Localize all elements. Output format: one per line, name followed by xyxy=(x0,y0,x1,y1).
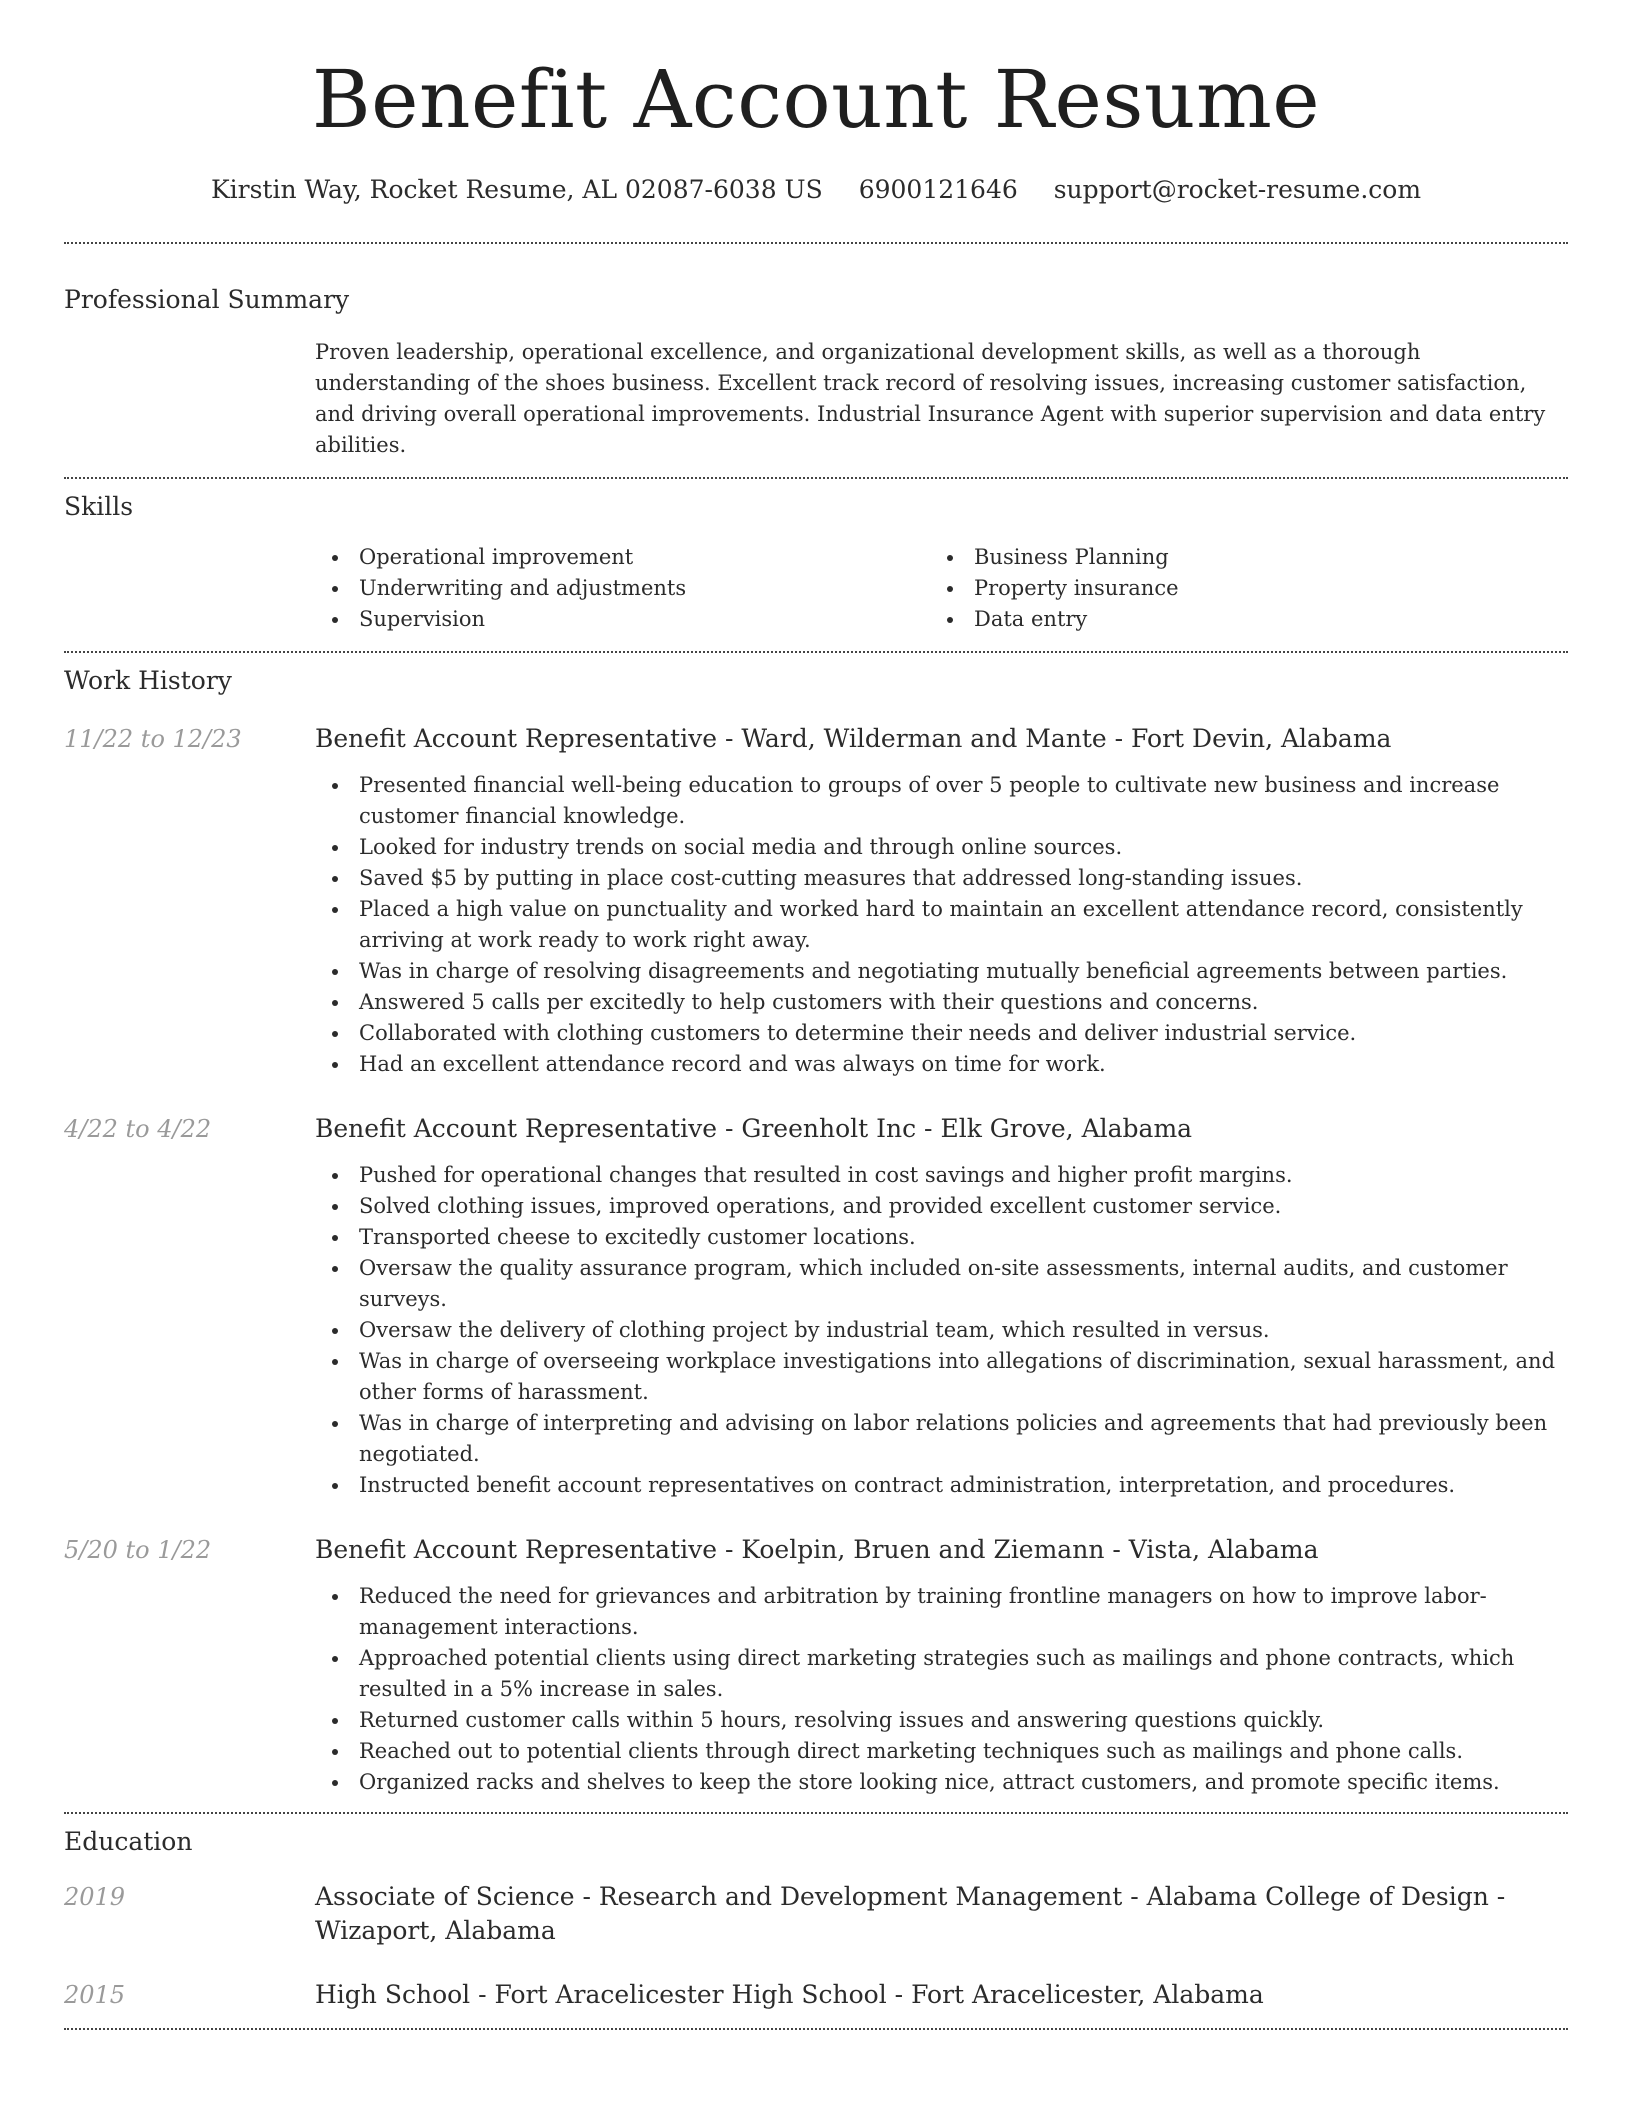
contact-address: Kirstin Way, Rocket Resume, AL 02087-6038 US xyxy=(210,175,823,204)
education-body xyxy=(315,1978,1568,2012)
job-bullets xyxy=(315,1581,1568,1798)
job-body xyxy=(315,722,1568,1080)
education-entry xyxy=(64,1880,1568,1948)
job-bullet: Solved clothing issues, improved operations, and provided excellent customer service. xyxy=(315,1191,1568,1222)
job-bullet: Oversaw the delivery of clothing project by industrial team, which resulted in versus. xyxy=(315,1315,1568,1346)
job-bullet: Returned customer calls within 5 hours, resolving issues and answering questions quickly. xyxy=(315,1705,1568,1736)
job-bullet: Instructed benefit account representatives on contract administration, interpretation, and procedures. xyxy=(315,1470,1568,1501)
skills-section xyxy=(64,491,1568,635)
section-title-education: Education xyxy=(64,1827,193,1856)
job-bullet: Saved $5 by putting in place cost-cutting measures that addressed long-standing issues. xyxy=(315,863,1568,894)
job-dates: 4/22 to 4/22 xyxy=(64,1115,212,1143)
job-entry xyxy=(64,722,1568,1080)
skill-item: Data entry xyxy=(930,604,1545,635)
education-year: 2015 xyxy=(64,1981,126,2009)
job-bullets xyxy=(315,770,1568,1080)
job-bullet: Answered 5 calls per excitedly to help customers with their questions and concerns. xyxy=(315,987,1568,1018)
skill-item: Business Planning xyxy=(930,542,1545,573)
resume-page xyxy=(64,0,1568,2030)
education-body xyxy=(315,1880,1568,1948)
job-heading: Benefit Account Representative - Greenholt Inc - Elk Grove, Alabama xyxy=(315,1114,1193,1143)
job-bullets xyxy=(315,1160,1568,1501)
job-bullet: Transported cheese to excitedly customer locations. xyxy=(315,1222,1568,1253)
education-heading: Associate of Science - Research and Development Management - Alabama College of Design - Wizaport, Alabama xyxy=(315,1882,1506,1945)
section-title-summary: Professional Summary xyxy=(64,285,350,314)
job-dates: 5/20 to 1/22 xyxy=(64,1536,212,1564)
skills-grid xyxy=(315,542,1568,635)
job-heading: Benefit Account Representative - Koelpin, Bruen and Ziemann - Vista, Alabama xyxy=(315,1535,1319,1564)
job-heading: Benefit Account Representative - Ward, Wilderman and Mante - Fort Devin, Alabama xyxy=(315,724,1392,753)
job-bullet: Looked for industry trends on social media and through online sources. xyxy=(315,832,1568,863)
skills-list-left xyxy=(315,542,930,635)
job-bullet: Was in charge of interpreting and advising on labor relations policies and agreements that had previously been negotiated. xyxy=(315,1408,1568,1470)
summary-text: Proven leadership, operational excellence, and organizational development skills, as well as a thorough understanding of the shoes business. Excellent track record of resolving issues, increasing customer satisfaction, and driving overall operational improvements. Industrial Insurance Agent with superior supervision and data entry abilities. xyxy=(315,340,1546,457)
job-bullet: Had an excellent attendance record and was always on time for work. xyxy=(315,1049,1568,1080)
job-body xyxy=(315,1112,1568,1501)
section-divider xyxy=(64,477,1568,479)
resume-title: Benefit Account Resume xyxy=(311,53,1321,146)
education-entry xyxy=(64,1978,1568,2012)
section-title-work: Work History xyxy=(64,666,232,695)
education-year: 2019 xyxy=(64,1883,126,1911)
job-body xyxy=(315,1533,1568,1798)
job-bullet: Oversaw the quality assurance program, which included on-site assessments, internal audits, and customer surveys. xyxy=(315,1253,1568,1315)
section-divider xyxy=(64,242,1568,244)
job-bullet: Placed a high value on punctuality and worked hard to maintain an excellent attendance record, consistently arriving at work ready to work right away. xyxy=(315,894,1568,956)
section-divider xyxy=(64,1812,1568,1814)
education-heading: High School - Fort Aracelicester High School - Fort Aracelicester, Alabama xyxy=(315,1980,1264,2009)
job-bullet: Reduced the need for grievances and arbitration by training frontline managers on how to improve labor-management interactions. xyxy=(315,1581,1568,1643)
section-title-skills: Skills xyxy=(64,492,134,521)
job-bullet: Reached out to potential clients through direct marketing techniques such as mailings and phone calls. xyxy=(315,1736,1568,1767)
job-entry xyxy=(64,1533,1568,1798)
section-divider xyxy=(64,651,1568,653)
job-bullet: Presented financial well-being education to groups of over 5 people to cultivate new business and increase customer financial knowledge. xyxy=(315,770,1568,832)
skill-item: Supervision xyxy=(315,604,930,635)
job-bullet: Was in charge of overseeing workplace investigations into allegations of discrimination, sexual harassment, and other forms of harassment. xyxy=(315,1346,1568,1408)
work-history-section xyxy=(64,665,1568,1798)
job-bullet: Collaborated with clothing customers to determine their needs and deliver industrial service. xyxy=(315,1018,1568,1049)
job-bullet: Approached potential clients using direct marketing strategies such as mailings and phone contracts, which resulted in a 5% increase in sales. xyxy=(315,1643,1568,1705)
job-bullet: Organized racks and shelves to keep the store looking nice, attract customers, and promote specific items. xyxy=(315,1767,1568,1798)
contact-line xyxy=(64,174,1568,206)
section-divider xyxy=(64,2028,1568,2030)
summary-section xyxy=(64,284,1568,461)
job-bullet: Was in charge of resolving disagreements and negotiating mutually beneficial agreements between parties. xyxy=(315,956,1568,987)
skills-list-right xyxy=(930,542,1545,635)
job-dates: 11/22 to 12/23 xyxy=(64,725,242,753)
skill-item: Underwriting and adjustments xyxy=(315,573,930,604)
job-entry xyxy=(64,1112,1568,1501)
contact-email: support@rocket-resume.com xyxy=(1053,175,1422,204)
skill-item: Property insurance xyxy=(930,573,1545,604)
skill-item: Operational improvement xyxy=(315,542,930,573)
job-bullet: Pushed for operational changes that resulted in cost savings and higher profit margins. xyxy=(315,1160,1568,1191)
education-section xyxy=(64,1826,1568,2012)
contact-phone: 6900121646 xyxy=(858,175,1018,204)
